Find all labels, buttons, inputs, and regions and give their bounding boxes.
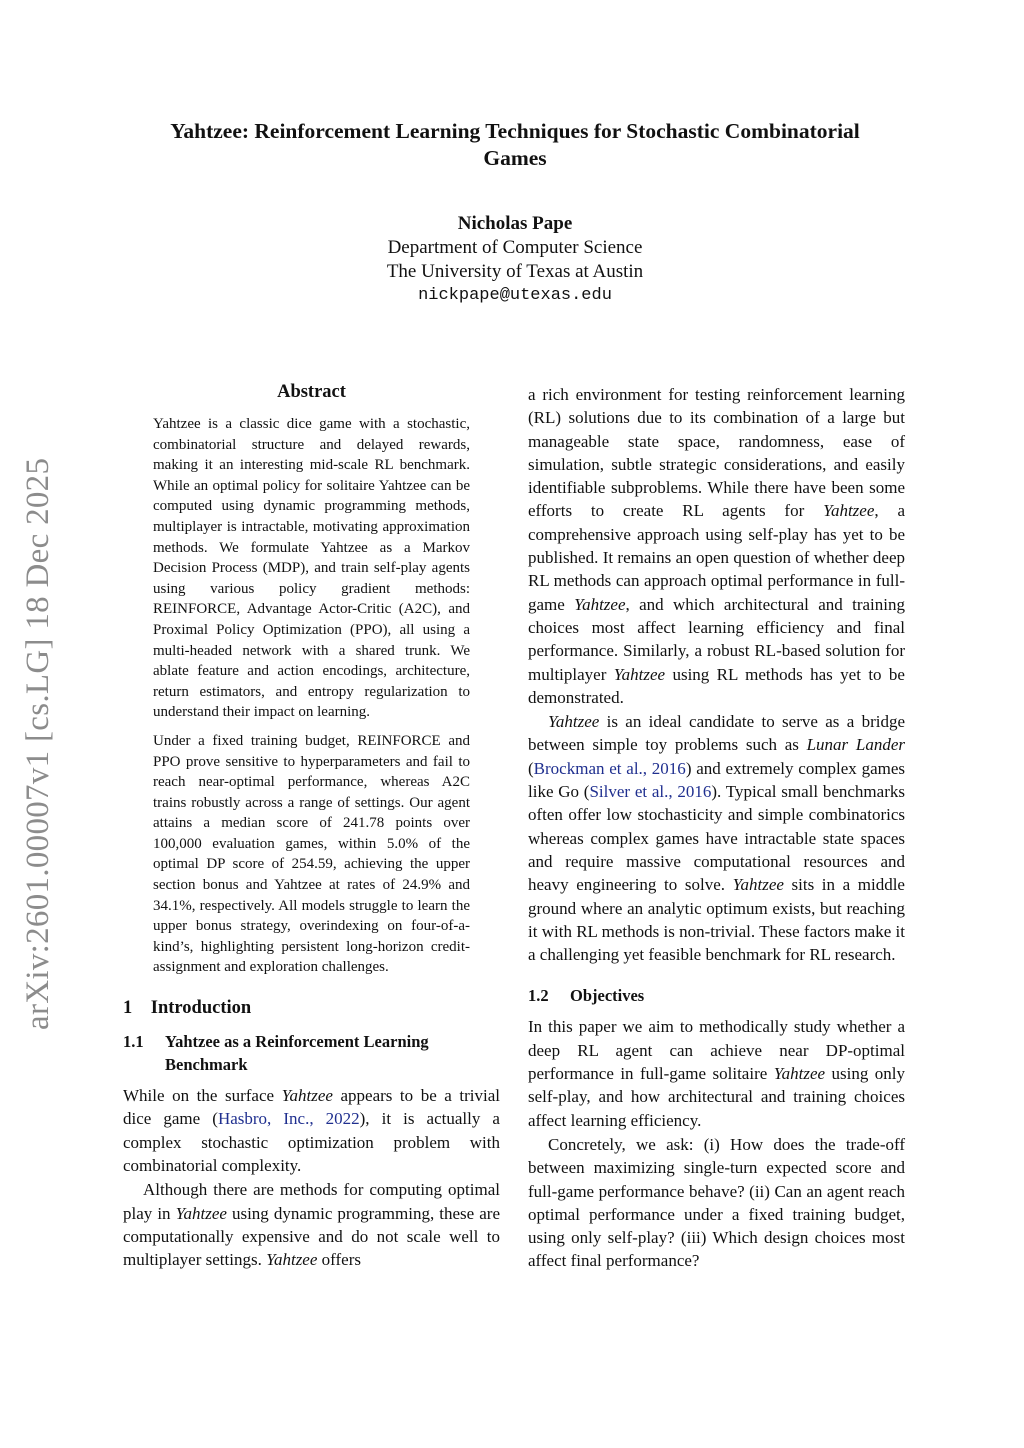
citation-link[interactable]: Brockman et al., 2016 xyxy=(533,758,686,778)
text-run-italic: Yahtzee xyxy=(732,875,784,895)
right-column xyxy=(528,383,905,1273)
paper-title: Yahtzee: Reinforcement Learning Techniques for Stochastic Combinatorial Games xyxy=(170,119,860,170)
text-run: , a comprehensive approach using self-play has yet to be published. It remains an open question of whether deep RL methods can approach optimal performance in full-game xyxy=(528,501,905,614)
text-run-italic: Yahtzee xyxy=(266,1250,318,1270)
text-run: using dynamic programming, these are computationally expensive and do not scale well to multiplayer settings. xyxy=(123,1203,500,1270)
subsection-heading-benchmark xyxy=(123,1030,500,1076)
text-run: a rich environment for testing reinforcement learning (RL) solutions due to its combination of a large but manageable state space, randomness, ease of simulation, subtle strategic considerations, and easily identifiable subproblems. While there have been some efforts to create RL agents for xyxy=(528,385,905,521)
author-university: The University of Texas at Austin xyxy=(386,261,644,282)
text-run: ) and extremely complex games like Go ( xyxy=(528,758,905,802)
text-run: is an ideal candidate to serve as a bridge between simple toy problems such as xyxy=(528,712,905,755)
left-column xyxy=(123,380,500,1271)
section-heading-introduction xyxy=(123,996,500,1020)
text-run-italic: Yahtzee xyxy=(175,1203,227,1223)
text-run: ). Typical small benchmarks often offer low stochasticity and simple combinatorics whereas complex games have intractable state spaces and require massive computational resources and heavy engineering to solve. xyxy=(528,782,905,895)
text-run-italic: Yahtzee xyxy=(548,712,600,732)
text-run: While on the surface xyxy=(123,1086,282,1106)
text-run: offers xyxy=(317,1250,361,1270)
author-block xyxy=(250,212,780,308)
subsection-title: Yahtzee as a Reinforcement Learning Benchmark xyxy=(165,1032,429,1075)
intro-paragraph-4 xyxy=(528,710,905,966)
abstract-paragraph-2: Under a fixed training budget, REINFORCE and PPO prove sensitive to hyperparameters and fail to reach near-optimal performance, whereas A2C trains robustly across a range of settings. Our agent attains a median score of 241.78 points over 100,000 evaluation games, within 5.0% of the optimal DP score of 254.59, achieving the upper section bonus and Yahtzee at rates of 24.9% and 34.1%, respectively. All models struggle to learn the upper bonus strategy, overindexing on four-of-a-kind’s, highlighting persistent long-horizon credit-assignment and exploration challenges. xyxy=(153,732,470,976)
text-run: sits in a middle ground where an analytic optimum exists, but reaching it with RL methods is non-trivial. These factors make it a challenging yet feasible benchmark for RL research. xyxy=(528,875,905,965)
abstract-paragraph-1: Yahtzee is a classic dice game with a stochastic, combinatorial structure and delayed rewards, making it an interesting mid-scale RL benchmark. While an optimal policy for solitaire Yahtzee can be computed using dynamic programming methods, multiplayer is intractable, motivating approximation methods. We formulate Yahtzee as a Markov Decision Process (MDP), and train self-play agents using various policy gradient methods: REINFORCE, Advantage Actor-Critic (A2C), and Proximal Policy Optimization (PPO), all using a multi-headed network with a shared trunk. We ablate feature and action encodings, architecture, return estimators, and entropy regularization to understand their impact on learning. xyxy=(153,416,470,721)
text-run-italic: Yahtzee xyxy=(574,594,626,614)
text-run: using RL methods has yet to be demonstrated. xyxy=(528,664,905,707)
author-name: Nicholas Pape xyxy=(457,213,573,234)
text-run-italic: Yahtzee xyxy=(613,664,666,684)
objectives-paragraph-1 xyxy=(528,1015,905,1131)
citation-link[interactable]: Silver et al., 2016 xyxy=(589,782,712,802)
citation-link[interactable]: Hasbro, Inc., 2022 xyxy=(217,1109,360,1129)
author-department: Department of Computer Science xyxy=(387,237,643,258)
subsection-number: 1.2 xyxy=(528,986,549,1006)
objectives-paragraph-2: Concretely, we ask: (i) How does the trade-off between maximizing single-turn expected score and full-game performance behave? (ii) Can an agent reach optimal performance under a fixed training budget, using only self-play? (iii) Which design choices most affect final performance? xyxy=(528,1134,905,1271)
abstract-heading: Abstract xyxy=(277,382,346,402)
author-email[interactable]: nickpape@utexas.edu xyxy=(418,286,612,305)
section-title: Introduction xyxy=(150,998,252,1019)
intro-paragraph-2 xyxy=(123,1178,500,1271)
text-run-italic: Yahtzee xyxy=(773,1064,826,1084)
arxiv-stamp: arXiv:2601.00007v1 [cs.LG] 18 Dec 2025 xyxy=(20,457,56,1030)
text-run: Although there are methods for computing optimal play in xyxy=(123,1180,500,1223)
text-run-italic: Lunar Lander xyxy=(806,735,905,755)
subsection-title: Objectives xyxy=(570,986,645,1006)
intro-paragraph-1 xyxy=(123,1084,500,1177)
text-run-italic: Yahtzee xyxy=(281,1086,333,1106)
subsection-number: 1.1 xyxy=(123,1032,144,1052)
text-run: appears to be a trivial dice game ( xyxy=(123,1086,500,1129)
text-run: , and which architectural and training choices most affect learning efficiency and final performance. Similarly, a robust RL-based solution for multiplayer xyxy=(528,594,905,684)
text-run: In this paper we aim to methodically study whether a deep RL agent can achieve near DP-optimal performance in full-game solitaire xyxy=(528,1017,905,1084)
text-run: ), it is actually a complex stochastic optimization problem with combinatorial complexity. xyxy=(123,1109,500,1175)
subsection-heading-objectives xyxy=(528,984,905,1007)
text-run: ( xyxy=(528,758,534,778)
text-run: using only self-play, and how architectural and training choices affect learning efficiency. xyxy=(528,1064,905,1130)
text-run-italic: Yahtzee xyxy=(823,501,875,521)
intro-paragraph-3 xyxy=(528,383,905,709)
abstract xyxy=(153,414,470,978)
section-number: 1 xyxy=(123,998,133,1019)
